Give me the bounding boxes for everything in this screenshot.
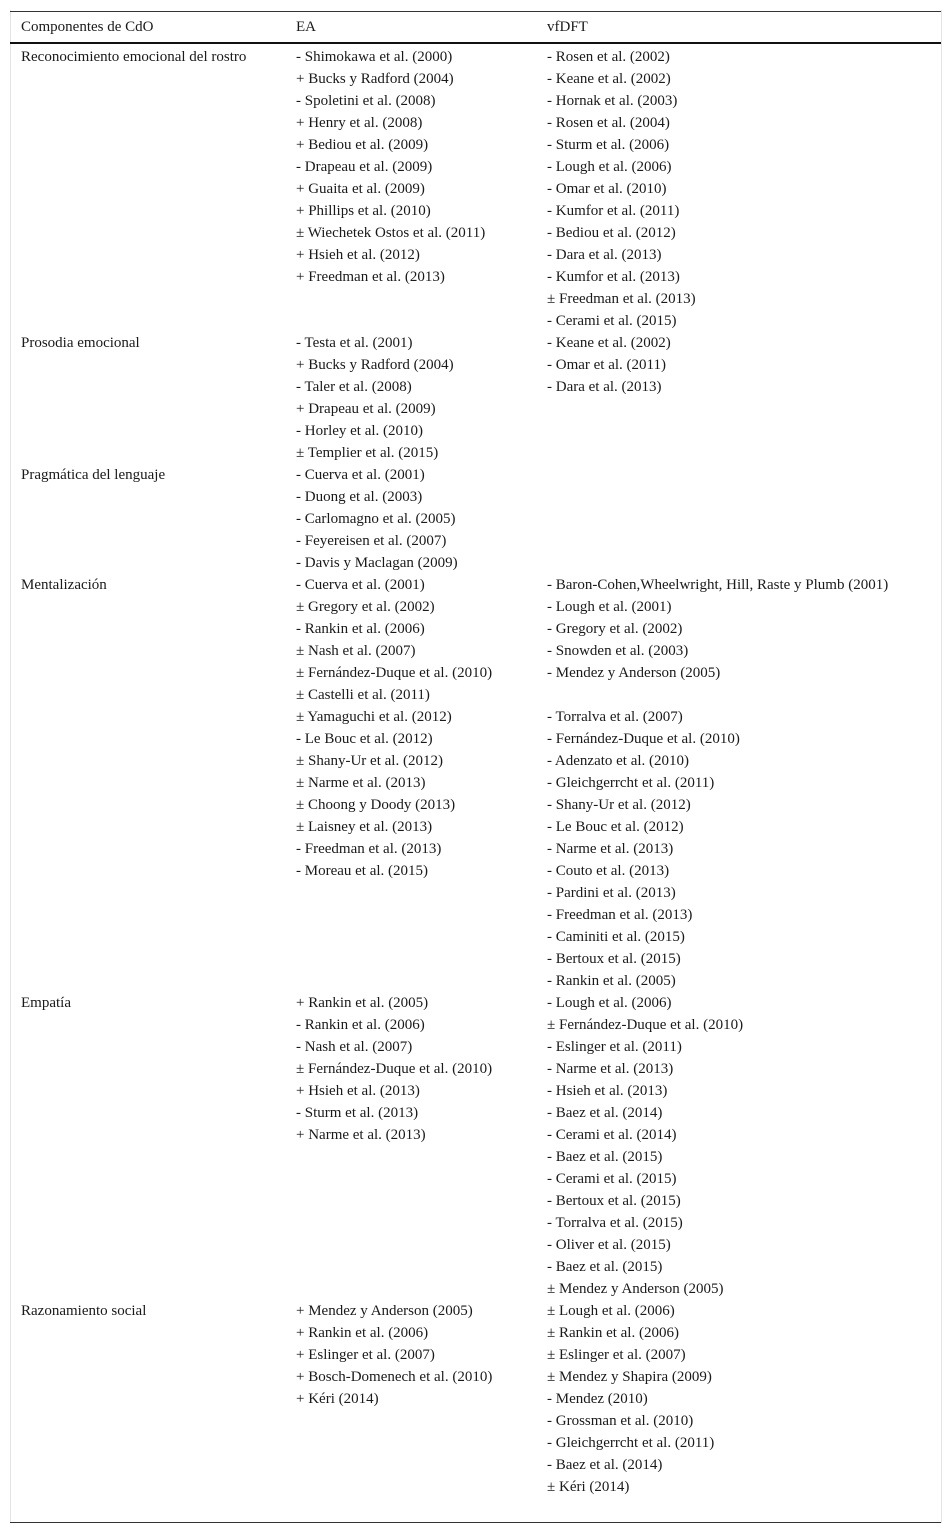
citation-item: + Rankin et al. (2005) [296, 995, 429, 1011]
citation-item: ± Mendez y Shapira (2009) [547, 1369, 712, 1385]
citation-item: - Hsieh et al. (2013) [547, 1083, 668, 1099]
citation-item: ± Fernández-Duque et al. (2010) [296, 665, 493, 681]
citation-item: - Bediou et al. (2012) [547, 225, 676, 241]
citation-item: - Gleichgerrcht et al. (2011) [547, 1435, 715, 1451]
citation-item: + Eslinger et al. (2007) [296, 1347, 435, 1363]
citation-item: - Feyereisen et al. (2007) [296, 533, 447, 549]
ea-citations [296, 464, 458, 574]
citation-item: ± Fernández-Duque et al. (2010) [547, 1017, 744, 1033]
citation-item: - Taler et al. (2008) [296, 379, 412, 395]
citation-item: - Caminiti et al. (2015) [547, 929, 685, 945]
citation-item: - Baez et al. (2015) [547, 1149, 663, 1165]
citation-item: ± Lough et al. (2006) [547, 1303, 675, 1319]
citation-item [547, 684, 888, 706]
citation-item: + Guaita et al. (2009) [296, 181, 425, 197]
citation-item: - Gregory et al. (2002) [547, 621, 683, 637]
citation-item: - Dara et al. (2013) [547, 379, 662, 395]
citation-item: - Nash et al. (2007) [296, 1039, 413, 1055]
citation-item: ± Nash et al. (2007) [296, 643, 416, 659]
citation-item: + Drapeau et al. (2009) [296, 401, 436, 417]
vfdft-citations [547, 46, 696, 332]
citation-item: - Mendez (2010) [547, 1391, 648, 1407]
citation-item: - Bertoux et al. (2015) [547, 1193, 681, 1209]
component-label: Empatía [21, 995, 71, 1011]
citation-item: - Le Bouc et al. (2012) [296, 731, 433, 747]
ea-citations [296, 992, 492, 1146]
citation-item: ± Freedman et al. (2013) [547, 291, 696, 307]
citation-item: - Baez et al. (2015) [547, 1259, 663, 1275]
citation-item: ± Templier et al. (2015) [296, 445, 439, 461]
citation-item: - Freedman et al. (2013) [296, 841, 442, 857]
header-component: Componentes de CdO [21, 19, 154, 35]
citation-item: - Keane et al. (2002) [547, 71, 671, 87]
citation-item: + Bosch-Domenech et al. (2010) [296, 1369, 493, 1385]
citation-item: ± Mendez y Anderson (2005) [547, 1281, 724, 1297]
citation-item: ± Narme et al. (2013) [296, 775, 426, 791]
ea-citations [296, 574, 492, 882]
citation-item: - Rosen et al. (2002) [547, 49, 670, 65]
table-bottom-rule [10, 1522, 941, 1523]
citation-item: - Cuerva et al. (2001) [296, 467, 425, 483]
header-vfdft: vfDFT [547, 19, 588, 35]
citation-item: - Gleichgerrcht et al. (2011) [547, 775, 715, 791]
component-label: Prosodia emocional [21, 335, 140, 351]
citation-item: + Phillips et al. (2010) [296, 203, 431, 219]
component-label: Mentalización [21, 577, 107, 593]
citation-item: - Couto et al. (2013) [547, 863, 670, 879]
header-ea: EA [296, 19, 316, 35]
citation-item: - Testa et al. (2001) [296, 335, 413, 351]
citation-item: + Freedman et al. (2013) [296, 269, 445, 285]
citation-item: - Kumfor et al. (2013) [547, 269, 680, 285]
citation-item: - Lough et al. (2006) [547, 995, 672, 1011]
citation-item: + Bediou et al. (2009) [296, 137, 429, 153]
citation-item: - Rankin et al. (2006) [296, 621, 425, 637]
citation-item: - Lough et al. (2001) [547, 599, 672, 615]
component-label: Razonamiento social [21, 1303, 147, 1319]
citation-item: - Fernández-Duque et al. (2010) [547, 731, 740, 747]
citation-item: - Cuerva et al. (2001) [296, 577, 425, 593]
ea-citations [296, 332, 454, 464]
citation-item: - Cerami et al. (2014) [547, 1127, 677, 1143]
citation-item: - Keane et al. (2002) [547, 335, 671, 351]
citation-item: ± Castelli et al. (2011) [296, 687, 430, 703]
component-label: Reconocimiento emocional del rostro [21, 49, 247, 65]
citation-item: - Kumfor et al. (2011) [547, 203, 680, 219]
citation-item: - Cerami et al. (2015) [547, 1171, 677, 1187]
citation-item: - Rankin et al. (2006) [296, 1017, 425, 1033]
citation-item: - Baez et al. (2014) [547, 1457, 663, 1473]
citation-item: + Hsieh et al. (2013) [296, 1083, 420, 1099]
citation-item: - Torralva et al. (2015) [547, 1215, 683, 1231]
citation-item: + Mendez y Anderson (2005) [296, 1303, 473, 1319]
citation-item: - Cerami et al. (2015) [547, 313, 677, 329]
citation-item: ± Laisney et al. (2013) [296, 819, 433, 835]
citation-item: - Davis y Maclagan (2009) [296, 555, 458, 571]
citation-item: ± Gregory et al. (2002) [296, 599, 435, 615]
citation-item: ± Kéri (2014) [547, 1479, 630, 1495]
citation-item: - Duong et al. (2003) [296, 489, 423, 505]
citation-item: ± Rankin et al. (2006) [547, 1325, 679, 1341]
citation-item: - Bertoux et al. (2015) [547, 951, 681, 967]
vfdft-citations [547, 332, 671, 398]
citation-item: - Grossman et al. (2010) [547, 1413, 694, 1429]
citation-item: - Lough et al. (2006) [547, 159, 672, 175]
citation-item: - Omar et al. (2010) [547, 181, 667, 197]
ea-citations [296, 1300, 492, 1410]
citation-item: ± Yamaguchi et al. (2012) [296, 709, 452, 725]
citation-item: - Adenzato et al. (2010) [547, 753, 690, 769]
citation-item: ± Fernández-Duque et al. (2010) [296, 1061, 493, 1077]
citation-item: - Narme et al. (2013) [547, 841, 674, 857]
citation-item: - Freedman et al. (2013) [547, 907, 693, 923]
citation-item: - Snowden et al. (2003) [547, 643, 689, 659]
citation-item: + Narme et al. (2013) [296, 1127, 426, 1143]
component-label: Pragmática del lenguaje [21, 467, 166, 483]
citation-item: - Horley et al. (2010) [296, 423, 424, 439]
citation-item: + Hsieh et al. (2012) [296, 247, 420, 263]
citation-item: + Bucks y Radford (2004) [296, 357, 454, 373]
citation-item: + Rankin et al. (2006) [296, 1325, 429, 1341]
citation-item: - Rankin et al. (2005) [547, 973, 676, 989]
citation-item: - Shimokawa et al. (2000) [296, 49, 453, 65]
citation-item: ± Wiechetek Ostos et al. (2011) [296, 225, 486, 241]
citation-item: - Mendez y Anderson (2005) [547, 665, 721, 681]
citation-item: - Dara et al. (2013) [547, 247, 662, 263]
citation-item: - Baez et al. (2014) [547, 1105, 663, 1121]
citation-item: ± Choong y Doody (2013) [296, 797, 456, 813]
vfdft-citations [547, 992, 743, 1300]
citation-item: - Carlomagno et al. (2005) [296, 511, 456, 527]
citation-item: ± Eslinger et al. (2007) [547, 1347, 686, 1363]
table-top-rule [10, 11, 941, 12]
citation-item: - Shany-Ur et al. (2012) [547, 797, 691, 813]
citation-item: - Drapeau et al. (2009) [296, 159, 433, 175]
citation-item: - Omar et al. (2011) [547, 357, 666, 373]
vfdft-citations [547, 574, 888, 992]
citation-item: - Spoletini et al. (2008) [296, 93, 436, 109]
citation-item: - Sturm et al. (2006) [547, 137, 670, 153]
citation-item: - Torralva et al. (2007) [547, 709, 683, 725]
citation-item: - Rosen et al. (2004) [547, 115, 670, 131]
citation-item: + Henry et al. (2008) [296, 115, 423, 131]
citation-item: + Bucks y Radford (2004) [296, 71, 454, 87]
vfdft-citations [547, 1300, 714, 1498]
citation-item: + Kéri (2014) [296, 1391, 379, 1407]
citation-item: - Oliver et al. (2015) [547, 1237, 671, 1253]
ea-citations [296, 46, 485, 288]
citation-item: - Sturm et al. (2013) [296, 1105, 419, 1121]
header-rule [10, 42, 941, 44]
citation-item: - Baron-Cohen,Wheelwright, Hill, Raste y Plumb (2001) [547, 577, 889, 593]
citation-item: - Pardini et al. (2013) [547, 885, 676, 901]
citation-item: - Eslinger et al. (2011) [547, 1039, 682, 1055]
citation-item: - Moreau et al. (2015) [296, 863, 429, 879]
citation-item: - Narme et al. (2013) [547, 1061, 674, 1077]
citation-item: ± Shany-Ur et al. (2012) [296, 753, 443, 769]
citation-item: - Hornak et al. (2003) [547, 93, 678, 109]
citation-item: - Le Bouc et al. (2012) [547, 819, 684, 835]
